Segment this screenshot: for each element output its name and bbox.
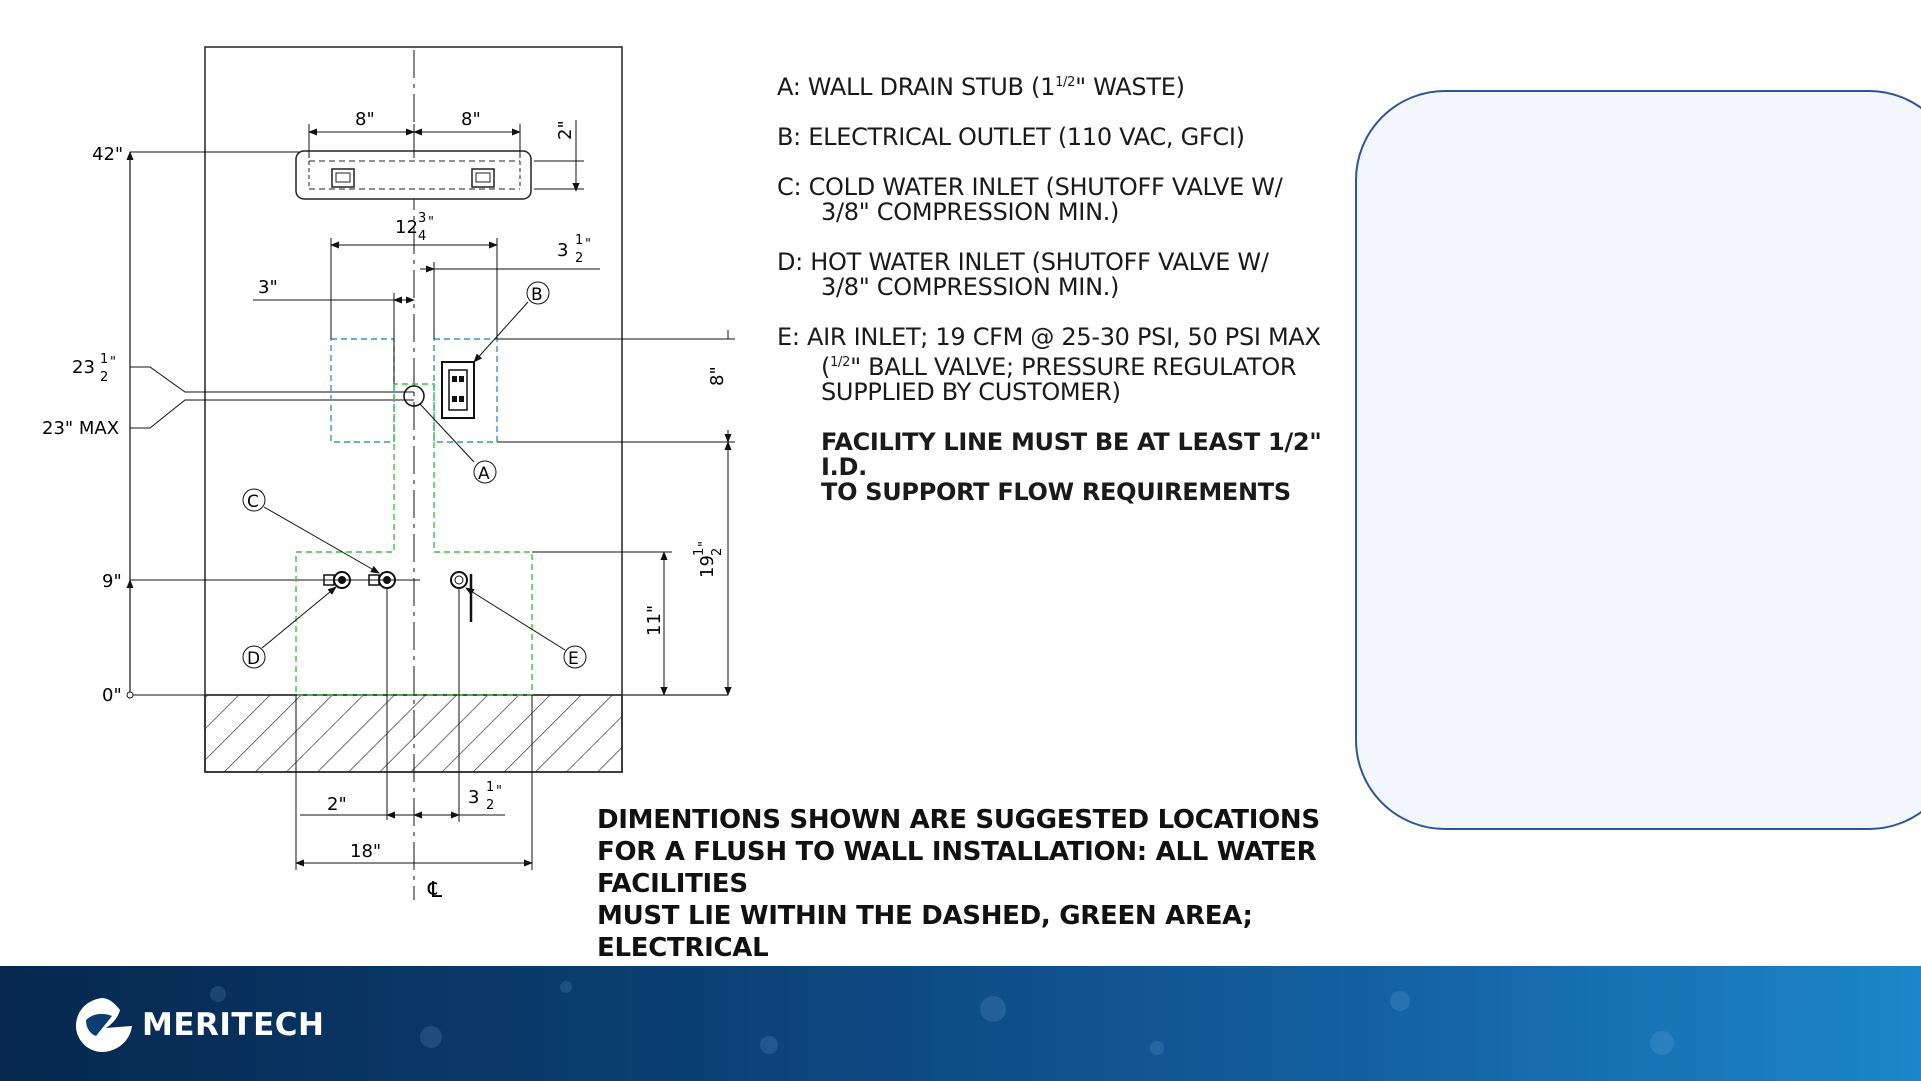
dim-top-left: 8": [355, 109, 375, 130]
callout-e: E: [568, 649, 579, 669]
dim-11: 11": [644, 604, 665, 636]
note-line1: DIMENTIONS SHOWN ARE SUGGESTED LOCATIONS: [597, 805, 1320, 835]
dim-3-half-top-den: 2: [575, 251, 584, 266]
dim-12-den: 4: [418, 229, 427, 244]
meritech-logo-icon: [72, 996, 136, 1054]
dim-18: 18": [350, 841, 382, 862]
height-23-half-num: 1: [100, 352, 109, 367]
height-9: 9": [102, 571, 122, 592]
dim-12-suffix: ": [428, 215, 434, 230]
dim-19-num: 1: [692, 547, 707, 556]
legend-d-line1: D: HOT WATER INLET (SHUTOFF VALVE W/: [777, 248, 1269, 276]
callout-b: B: [531, 285, 543, 305]
dim-19-half: 19: [697, 555, 718, 578]
note-line2: FOR A FLUSH TO WALL INSTALLATION: ALL WATER FACILITIES: [597, 837, 1317, 899]
legend-a-fraction: 1/2: [1055, 75, 1076, 90]
legend-d-line2: 3/8" COMPRESSION MIN.): [821, 273, 1120, 301]
blue-zone-left: [331, 339, 394, 442]
legend-item-c: [777, 175, 1337, 225]
height-42: 42": [92, 144, 124, 165]
height-23-half: 23: [72, 357, 95, 378]
legend-e-paren: (: [821, 353, 831, 381]
legend-b-text: B: ELECTRICAL OUTLET (110 VAC, GFCI): [777, 123, 1245, 151]
dim-3-half-top-suffix: ": [585, 237, 591, 252]
dim-3-half-bottom-den: 2: [486, 798, 495, 813]
valve-icon: [451, 572, 471, 622]
water-droplet-icon: [980, 996, 1006, 1022]
dim-19-den: 2: [710, 547, 725, 556]
side-panel: [1355, 90, 1921, 830]
brand-name: MERITECH: [142, 1007, 325, 1043]
legend-item-b: [777, 125, 1337, 150]
legend-e-line3: SUPPLIED BY CUSTOMER): [821, 378, 1121, 406]
dim-2-bottom: 2": [327, 794, 347, 815]
height-23-half-den: 2: [100, 370, 109, 385]
legend-item-a: [777, 70, 1337, 100]
dim-3-half-bottom-num: 1: [486, 780, 495, 795]
legend-a-suffix: " WASTE): [1075, 73, 1185, 101]
facility-note-line1: FACILITY LINE MUST BE AT LEAST 1/2" I.D.: [821, 428, 1322, 481]
legend-item-e: [777, 325, 1337, 405]
dim-top-right: 8": [461, 109, 481, 130]
dim-8-vertical: 8": [707, 366, 728, 386]
water-droplet-icon: [1390, 991, 1410, 1011]
legend-c-line2: 3/8" COMPRESSION MIN.): [821, 198, 1120, 226]
callout-a: A: [478, 464, 490, 484]
water-droplet-icon: [420, 1026, 442, 1048]
water-droplet-icon: [1650, 1031, 1674, 1055]
dim-3-half-top-num: 1: [575, 233, 584, 248]
height-23-half-suffix: ": [110, 355, 116, 370]
dim-3-half-bottom: 3: [468, 787, 480, 808]
water-droplet-icon: [560, 981, 572, 993]
facility-note-line2: TO SUPPORT FLOW REQUIREMENTS: [821, 478, 1291, 506]
height-0: 0": [102, 685, 122, 706]
height-23-max: 23" MAX: [42, 418, 120, 439]
dim-3: 3": [258, 277, 278, 298]
note-line3: MUST LIE WITHIN THE DASHED, GREEN AREA; ELECTRICAL: [597, 901, 1253, 963]
dim-3-half-bottom-suffix: ": [496, 784, 502, 799]
centerline-label: ℄: [428, 878, 443, 903]
legend-e-line2: [777, 350, 1337, 380]
dim-19-suffix: ": [697, 541, 712, 547]
legend: [777, 70, 1337, 505]
legend-e-line1: E: AIR INLET; 19 CFM @ 25-30 PSI, 50 PSI MAX: [777, 323, 1321, 351]
callout-c: C: [247, 492, 259, 512]
footer-banner: [0, 966, 1921, 1081]
legend-e-line2-text: " BALL VALVE; PRESSURE REGULATOR: [850, 353, 1297, 381]
dim-3-half-top: 3: [557, 240, 569, 261]
legend-c-line1: C: COLD WATER INLET (SHUTOFF VALVE W/: [777, 173, 1283, 201]
water-droplet-icon: [760, 1036, 778, 1054]
meritech-logo[interactable]: [72, 996, 324, 1054]
legend-e-fraction: 1/2: [830, 355, 851, 370]
dim-top-side: 2": [555, 120, 576, 140]
callout-d: D: [247, 649, 261, 669]
dim-12-3-4: 12: [395, 217, 418, 238]
legend-a-text: A: WALL DRAIN STUB (1: [777, 73, 1056, 101]
water-droplet-icon: [1150, 1041, 1164, 1055]
dim-12-num: 3: [418, 211, 427, 226]
legend-item-d: [777, 250, 1337, 300]
